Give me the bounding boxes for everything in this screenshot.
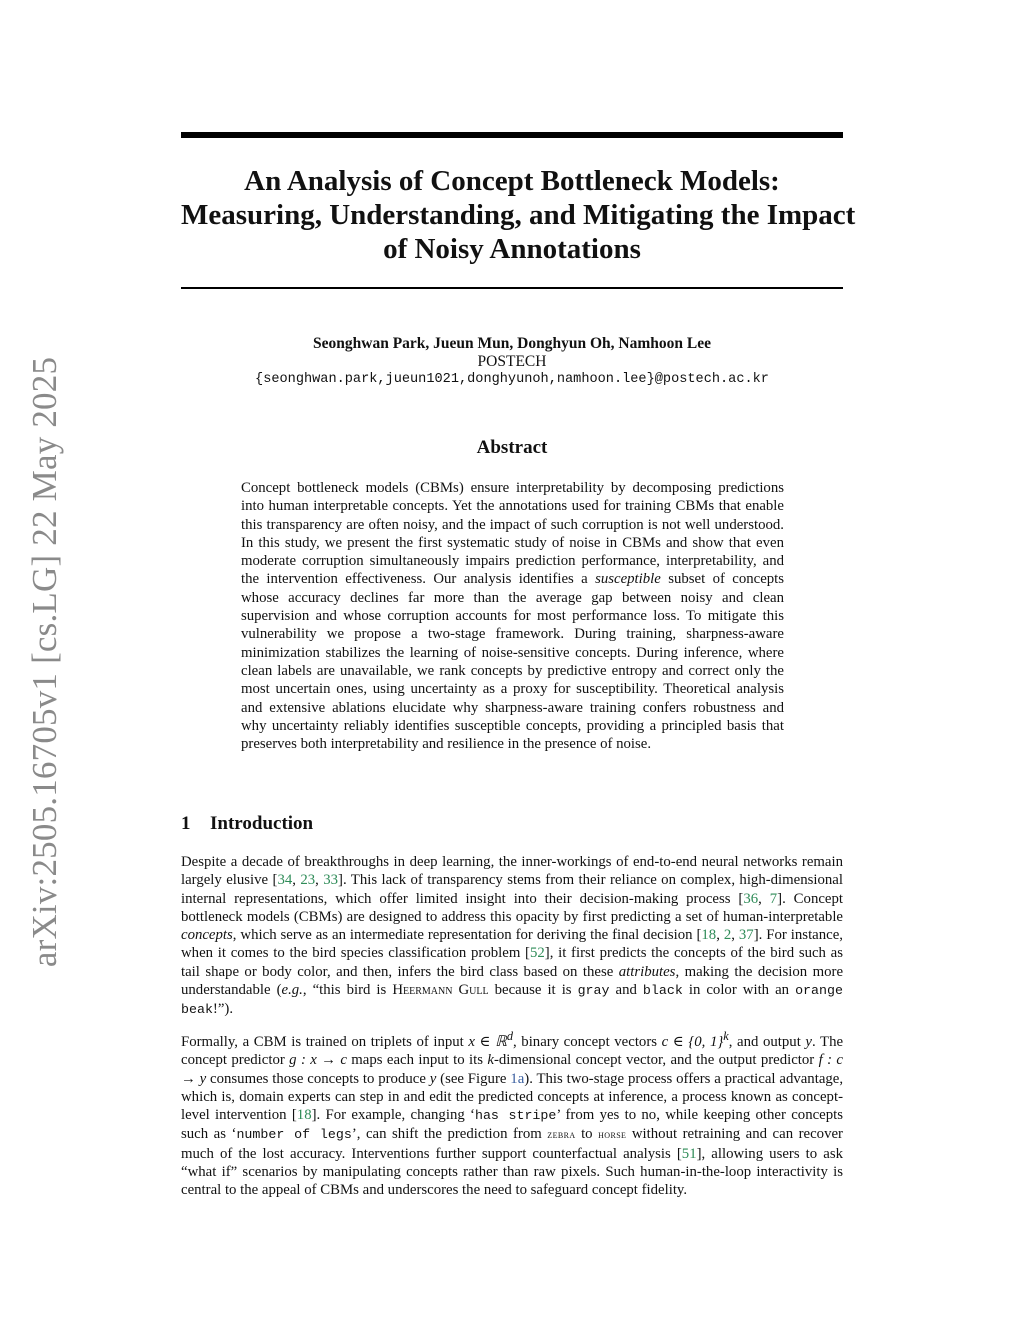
bird-name: Heermann Gull	[392, 982, 489, 999]
text: Formally, a CBM is trained on triplets of input	[181, 1033, 464, 1050]
affiliation: POSTECH	[477, 353, 547, 370]
text: , and output	[728, 1033, 801, 1050]
math: f : c → y	[181, 1052, 843, 1087]
arxiv-identifier: arXiv:2505.16705v1 [cs.LG] 22 May 2025	[25, 356, 64, 968]
text: , “this bird is	[302, 982, 387, 999]
abstract-text	[241, 479, 784, 753]
text: ]. Concept bottleneck models (CBMs) are designed to address this opacity by first predicting a set of human-interpretable	[181, 890, 843, 925]
text: ]. This lack of transparency stems from their reliance on complex, high-dimensional internal representations, which offer limited insight into their decision-making process [	[181, 872, 843, 907]
text: in color with an	[688, 982, 790, 999]
text: without retraining and can recover much of the lost accuracy. Interventions further support counterfactual analysis [	[181, 1126, 843, 1162]
text: consumes those concepts to produce	[210, 1070, 426, 1087]
citation-link[interactable]: 2	[723, 927, 732, 944]
emphasis-eg: e.g.	[281, 982, 303, 999]
section-heading	[181, 813, 313, 835]
text: maps each input to its	[351, 1052, 484, 1069]
citation-link[interactable]: 33	[323, 872, 339, 889]
intro-paragraph	[181, 1027, 843, 1200]
citation-link[interactable]: 18	[701, 927, 717, 944]
math: x ∈ ℝ	[468, 1033, 507, 1050]
paper-title	[181, 164, 856, 266]
citation-link[interactable]: 36	[743, 890, 759, 907]
class-name: zebra	[547, 1127, 576, 1142]
concept-token: orange beak	[181, 983, 843, 1018]
text: , binary concept vectors	[513, 1033, 658, 1050]
math: y	[805, 1033, 812, 1050]
text: !”).	[212, 1001, 234, 1018]
emphasis-attributes: attributes	[618, 963, 676, 980]
author-emails: {seonghwan.park,jueun1021,donghyunoh,namhoon.lee}@postech.ac.kr	[255, 372, 769, 387]
math: c ∈ {0, 1}	[661, 1033, 724, 1050]
text: ). This two-stage process offers a practical advantage, which is, domain experts can step in and edit the predicted concepts at inference, a process known as concept-level intervention [	[181, 1070, 844, 1124]
concept-token: gray	[577, 983, 610, 999]
text: (see Figure	[440, 1070, 507, 1087]
author-block	[181, 335, 843, 389]
text: Despite a decade of breakthroughs in deep learning, the inner-workings of end-to-end neural networks remain largely elusive [	[181, 854, 843, 889]
math: y	[429, 1070, 437, 1087]
concept-token: has stripe	[474, 1108, 557, 1124]
text: ], allowing users to ask “what if” scenarios by manipulating concepts rather than raw pixels. Such human-in-the-loop interactivity is central to the appeal of CBMs and underscores the need to safeguard concept fidelity.	[181, 1145, 844, 1199]
title-bottom-rule	[181, 287, 843, 289]
text: ’, can shift the prediction from	[351, 1126, 542, 1143]
title-line: An Analysis of Concept Bottleneck Models:	[244, 165, 780, 197]
citation-link[interactable]: 51	[681, 1145, 697, 1162]
math: g : x → c	[289, 1052, 347, 1069]
class-name: horse	[598, 1127, 627, 1142]
text: . The concept predictor	[181, 1033, 844, 1069]
text: , which serve as an intermediate representation for deriving the final decision [	[232, 927, 702, 944]
text: because it is	[494, 982, 572, 999]
math-superscript: k	[723, 1029, 729, 1043]
title-top-rule	[181, 132, 843, 138]
intro-paragraph: Despite a decade of breakthroughs in deep learning, the inner-workings of end-to-end neural networks remain largely elusive [34, 23, 33]. This lack of transparency stems from their reliance on complex, high-dimensional internal representations, which offer limited insight into their decision-making process [36, 7]. Concept bottleneck models (CBMs) are designed to address this opacity by first predicting a set of human-interpretable concepts, which serve as an intermediate representation for deriving the final decision [18, 2, 37]. For instance, when it comes to the bird species classification problem [52], it first predicts the concepts of the bird such as tail shape or body color, and then, infers the bird class based on these attributes, making the decision more understandable (e.g., “this bird is Heermann Gull because it is gray and black in color with an orange beak!”).	[181, 854, 844, 1018]
math: k	[487, 1052, 494, 1069]
text: ], it first predicts the concepts of the bird such as tail shape or body color, and then, infers the bird class based on these	[181, 945, 843, 980]
text: , making the decision more understandable (	[181, 963, 844, 999]
text: and	[615, 982, 637, 999]
figure-link[interactable]: 1a	[510, 1070, 525, 1087]
abstract-text-part: Concept bottleneck models (CBMs) ensure interpretability by decomposing predictions into human interpretable concepts. Yet the annotations used for training CBMs that enable this transparency are often noisy, and the impact of such corruption is not well understood. In this study, we present the first systematic study of noise in CBMs and show that even moderate corruption simultaneously impairs prediction performance, interpretability, and the intervention effectiveness. Our analysis identifies a	[241, 480, 784, 588]
author-names: Seonghwan Park, Jueun Mun, Donghyun Oh, Namhoon Lee	[313, 335, 711, 352]
citation-link[interactable]: 18	[296, 1107, 312, 1124]
citation-link[interactable]: 52	[529, 945, 545, 962]
emphasis-concepts: concepts	[181, 927, 233, 944]
citation-link[interactable]: 34	[277, 872, 293, 889]
concept-token: black	[642, 983, 683, 999]
text: ]. For instance, when it comes to the bird species classification problem [	[181, 927, 843, 962]
citation-link[interactable]: 23	[300, 872, 316, 889]
abstract-heading: Abstract	[476, 437, 548, 458]
citation-link[interactable]: 7	[769, 890, 778, 907]
text: to	[581, 1126, 593, 1143]
concept-token: number of legs	[236, 1127, 352, 1143]
text: -dimensional concept vector, and the output predictor	[493, 1052, 815, 1069]
section-number: 1	[181, 813, 191, 834]
emphasis-susceptible: susceptible	[595, 571, 661, 588]
text: ]. For example, changing ‘	[311, 1107, 475, 1124]
citation-link[interactable]: 37	[738, 927, 754, 944]
title-line: Measuring, Understanding, and Mitigating the Impact	[181, 199, 856, 231]
abstract-text-part: subset of concepts whose accuracy declines far more than the average gap between noisy and clean supervision and whose corruption accounts for most performance loss. To mitigate this vulnerability we propose a two-stage framework. During training, sharpness-aware minimization stabilizes the learning of noise-sensitive concepts. During inference, where clean labels are unavailable, we rank concepts by predictive entropy and correct only the most uncertain ones, using uncertainty as a proxy for susceptibility. Theoretical analysis and extensive ablations elucidate why sharpness-aware training confers robustness and why uncertainty reliably identifies susceptible concepts, providing a principled basis that preserves both interpretability and resilience in the presence of noise.	[241, 571, 785, 753]
text: ’ from yes to no, while keeping other concepts such as ‘	[181, 1107, 843, 1143]
math-superscript: d	[506, 1029, 513, 1043]
section-title: Introduction	[210, 813, 314, 834]
title-line: of Noisy Annotations	[383, 233, 641, 265]
